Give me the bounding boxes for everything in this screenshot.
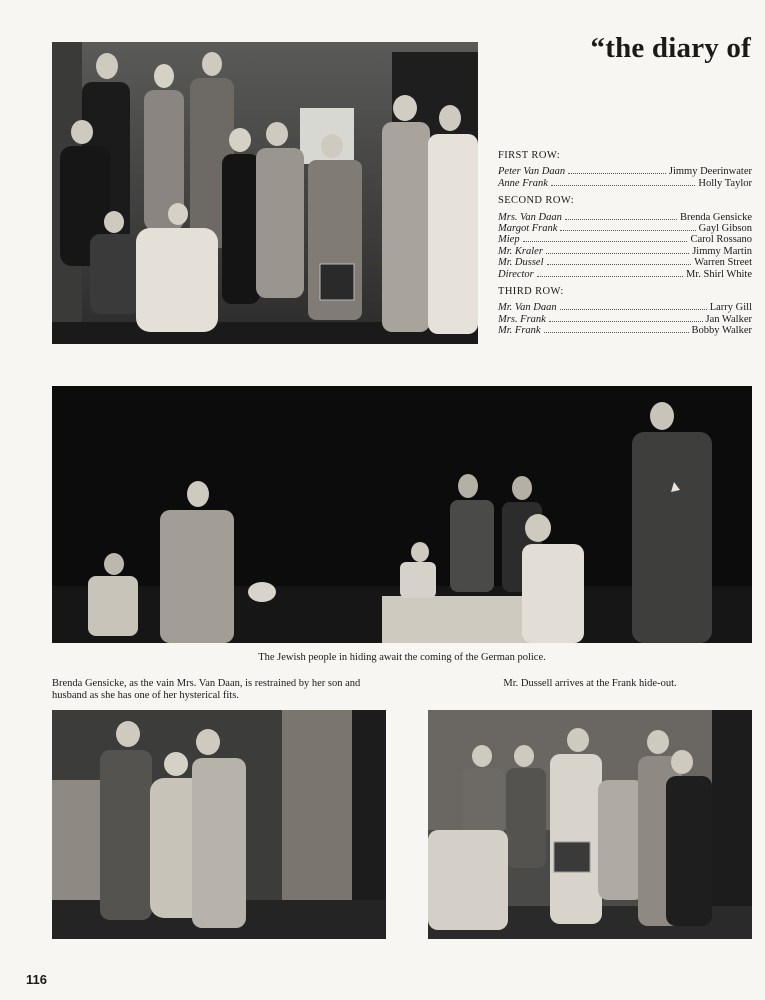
leader-dots — [544, 332, 689, 333]
leader-dots — [560, 230, 695, 231]
cast-member — [498, 257, 752, 268]
cast-member — [498, 234, 752, 245]
second-row-heading: SECOND ROW: — [498, 195, 575, 207]
cast-group-photo — [52, 42, 478, 344]
first-row-heading: FIRST ROW: — [498, 150, 561, 161]
cast-actor: Warren Street — [694, 257, 752, 269]
cast-actor: Mr. Shirl White — [685, 268, 752, 280]
cast-actor: Gayl Gibson — [698, 223, 752, 235]
cast-actor: Bobby Walker — [691, 325, 752, 337]
cast-actor: Jimmy Deerinwater — [668, 166, 752, 178]
leader-dots — [537, 276, 683, 277]
cast-member — [498, 302, 752, 313]
fit-caption: Brenda Gensicke, as the vain Mrs. Van Daan, is restrained by her son and husband as she has one of her hysterical fits. — [52, 678, 361, 701]
hiding-scene-photo — [52, 386, 752, 643]
cast-role: Miep — [498, 234, 520, 246]
cast-actor: Holly Taylor — [698, 177, 752, 189]
cast-role: Mr. Kraler — [498, 245, 543, 257]
cast-role: Mr. Van Daan — [498, 302, 557, 314]
leader-dots — [546, 253, 689, 254]
cast-member — [498, 325, 752, 336]
leader-dots — [560, 309, 707, 310]
cast-list — [498, 150, 752, 337]
cast-role: Director — [498, 268, 534, 280]
leader-dots — [565, 219, 677, 220]
cast-role: Mrs. Frank — [498, 313, 546, 325]
cast-actor: Jimmy Martin — [692, 245, 752, 257]
cast-role: Margot Frank — [498, 223, 558, 235]
third-row-heading: THIRD ROW: — [498, 286, 564, 298]
cast-member — [498, 314, 752, 325]
cast-role: Anne Frank — [498, 177, 548, 189]
leader-dots — [523, 241, 688, 242]
leader-dots — [551, 185, 696, 186]
leader-dots — [549, 321, 703, 322]
cast-role: Peter Van Daan — [498, 166, 566, 178]
cast-member — [498, 212, 752, 223]
cast-member — [498, 246, 752, 257]
cast-member — [498, 178, 752, 189]
cast-member — [498, 223, 752, 234]
hysterical-fit-photo — [52, 710, 386, 939]
cast-member — [498, 269, 752, 280]
page-title: “the diary of — [590, 32, 751, 64]
cast-actor: Larry Gill — [709, 302, 752, 314]
cast-member — [498, 166, 752, 177]
cast-actor: Carol Rossano — [690, 234, 752, 246]
dussel-caption: Mr. Dussell arrives at the Frank hide-out. — [503, 678, 677, 689]
leader-dots — [547, 264, 692, 265]
cast-actor: Brenda Gensicke — [679, 211, 752, 223]
cast-role: Mr. Dussel — [498, 257, 544, 269]
cast-actor: Jan Walker — [705, 313, 752, 325]
cast-role: Mr. Frank — [498, 325, 541, 337]
page-number: 116 — [26, 972, 47, 987]
cast-role: Mrs. Van Daan — [498, 211, 562, 223]
dussel-arrival-photo — [428, 710, 752, 939]
hiding-caption: The Jewish people in hiding await the coming of the German police. — [258, 652, 546, 663]
leader-dots — [568, 173, 666, 174]
